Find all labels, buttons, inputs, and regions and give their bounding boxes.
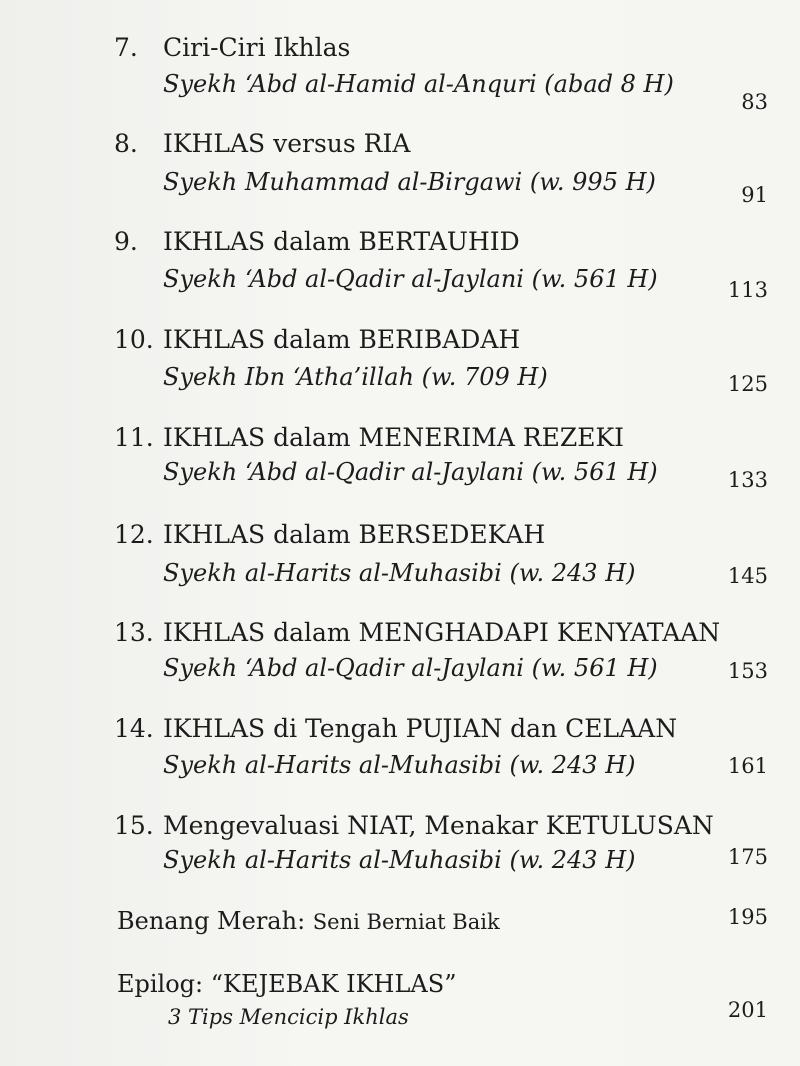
epilog-title: Epilog: “KEJEBAK IKHLAS” [117, 970, 457, 998]
entry-number: 13. [114, 618, 154, 647]
epilog-subtitle: 3 Tips Mencicip Ikhlas [168, 1005, 409, 1029]
entry-author: Syekh ‘Abd al-Qadir al-Jaylani (w. 561 H) [163, 458, 658, 486]
entry-page-number: 91 [741, 183, 768, 207]
entry-number: 9. [114, 227, 138, 256]
entry-page-number: 83 [741, 90, 768, 114]
entry-author: Syekh ‘Abd al-Qadir al-Jaylani (w. 561 H) [163, 654, 658, 682]
entry-page-number: 125 [727, 372, 768, 396]
entry-page-number: 145 [727, 564, 768, 588]
entry-number: 7. [114, 33, 138, 62]
benang-merah-page-number: 195 [727, 905, 768, 929]
entry-author: Syekh al-Harits al-Muhasibi (w. 243 H) [163, 846, 636, 874]
entry-title: IKHLAS dalam MENGHADAPI KENYATAAN [163, 618, 721, 647]
benang-merah-subtitle: Seni Berniat Baik [312, 910, 500, 934]
entry-page-number: 113 [727, 278, 768, 302]
entry-number: 12. [114, 520, 154, 549]
entry-page-number: 161 [727, 754, 768, 778]
entry-number: 14. [114, 714, 154, 743]
entry-title: IKHLAS di Tengah PUJIAN dan CELAAN [163, 714, 678, 743]
entry-title: IKHLAS dalam MENERIMA REZEKI [163, 423, 625, 452]
entry-author: Syekh ‘Abd al-Hamid al-Anquri (abad 8 H) [163, 70, 674, 98]
entry-page-number: 175 [727, 845, 768, 869]
entry-number: 10. [114, 325, 154, 354]
entry-title: IKHLAS dalam BERTAUHID [163, 227, 520, 256]
epilog-page-number: 201 [727, 998, 768, 1022]
entry-page-number: 133 [727, 468, 768, 492]
entry-number: 8. [114, 129, 138, 158]
entry-author: Syekh Ibn ‘Atha’illah (w. 709 H) [163, 363, 548, 391]
benang-merah-label: Benang Merah: [117, 907, 306, 935]
entry-author: Syekh al-Harits al-Muhasibi (w. 243 H) [163, 751, 636, 779]
entry-number: 11. [114, 423, 154, 452]
entry-author: Syekh ‘Abd al-Qadir al-Jaylani (w. 561 H) [163, 265, 658, 293]
entry-title: Mengevaluasi NIAT, Menakar KETULUSAN [163, 811, 714, 840]
entry-title: IKHLAS dalam BERIBADAH [163, 325, 521, 354]
entry-title: Ciri-Ciri Ikhlas [163, 33, 351, 62]
entry-author: Syekh Muhammad al-Birgawi (w. 995 H) [163, 168, 656, 196]
entry-title: IKHLAS dalam BERSEDEKAH [163, 520, 546, 549]
benang-merah-entry [117, 907, 500, 935]
entry-number: 15. [114, 811, 154, 840]
entry-author: Syekh al-Harits al-Muhasibi (w. 243 H) [163, 559, 636, 587]
entry-title: IKHLAS versus RIA [163, 129, 411, 158]
entry-page-number: 153 [727, 659, 768, 683]
